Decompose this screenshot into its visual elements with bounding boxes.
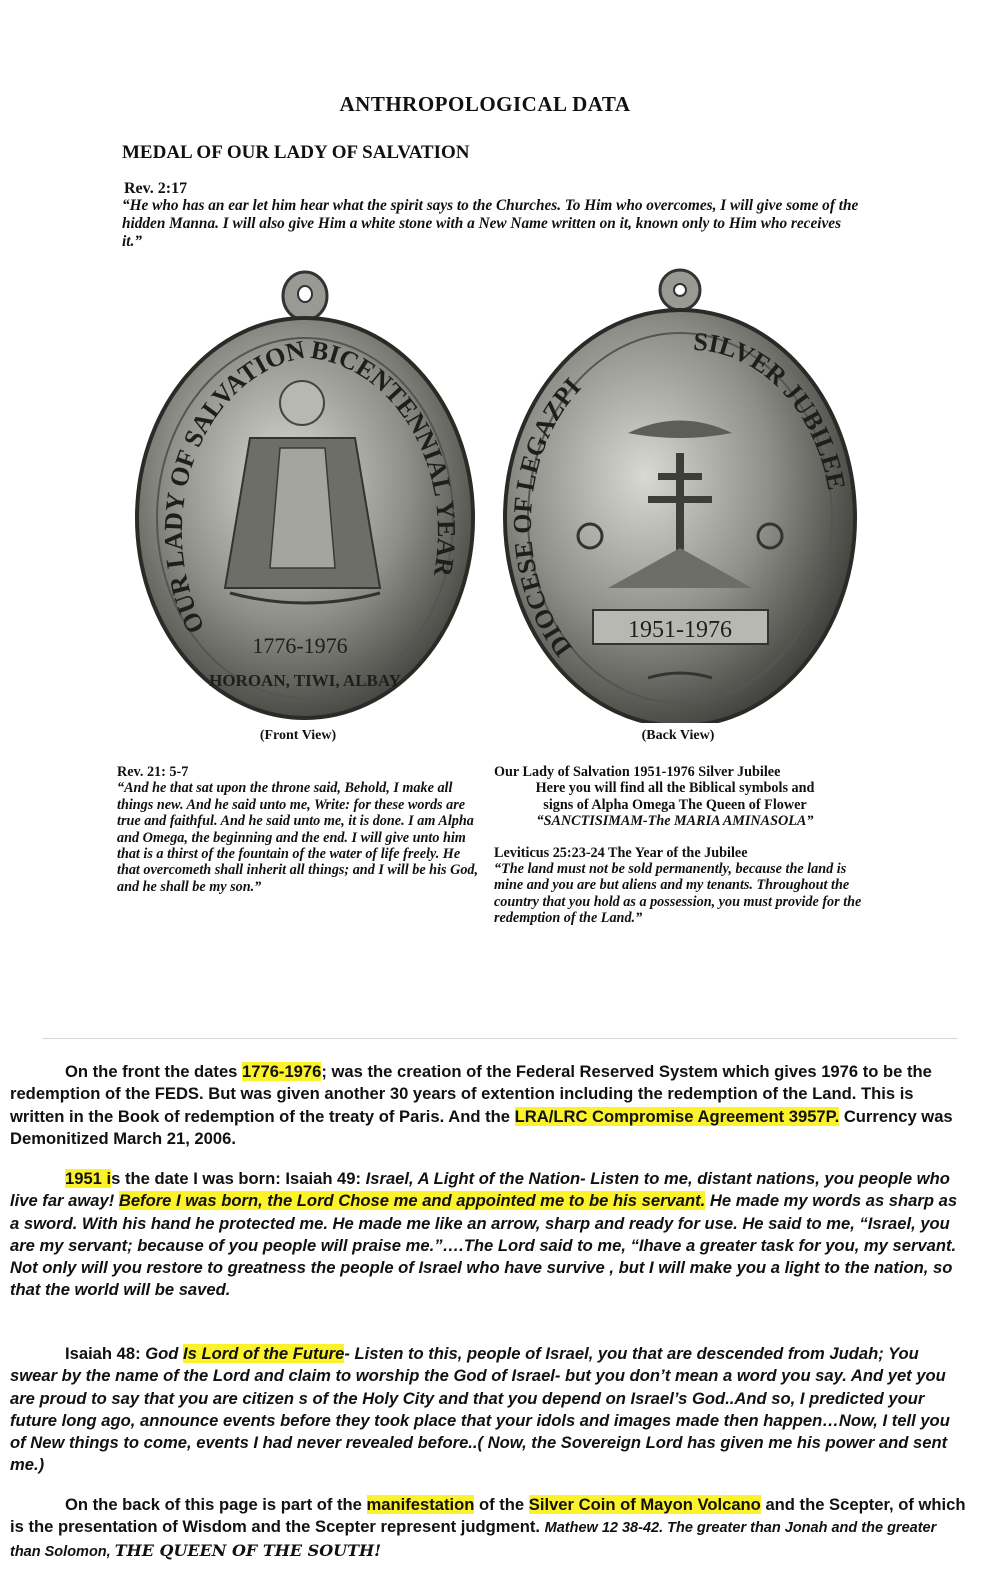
back-inscription-left: DIOCESE OF LEGAZPI bbox=[507, 372, 587, 662]
right-column-line2: signs of Alpha Omega The Queen of Flower bbox=[543, 796, 807, 813]
para4-text-b: of the bbox=[474, 1495, 529, 1514]
para3-italic-2: - Listen to this, people of Israel, you that are descended from Judah; You swear by the name of the Lord and claim to worship the God of Israel- but you don’t mean a word you say. And yet you are proud to say that you are citizen s of the Holy City and that you depend on Israel’s God..And so, I predicted your future long ago, announce events before they took place that your idols and images made then happen…Now, I tell you of New things to come, events I had never revealed before..( Now, the Sovereign Lord has given me his power and sent me.) bbox=[10, 1344, 950, 1475]
highlight-1776-1976: 1776-1976 bbox=[242, 1062, 322, 1081]
right-column-heading: Our Lady of Salvation 1951-1976 Silver Jubilee bbox=[494, 764, 781, 780]
para4-text-a: On the back of this page is part of the bbox=[65, 1495, 367, 1514]
front-place: HOROAN, TIWI, ALBAY bbox=[209, 671, 401, 690]
page-title: ANTHROPOLOGICAL DATA bbox=[339, 92, 631, 116]
queen-of-the-south: THE QUEEN OF THE SOUTH! bbox=[114, 1540, 382, 1560]
paragraph-dates bbox=[10, 1061, 970, 1150]
right-column-line1: Here you will find all the Biblical symbols and bbox=[535, 780, 815, 797]
paragraph-manifestation bbox=[10, 1494, 970, 1563]
para4-text-c: and the Scepter, of which is the presentation of Wisdom and the Scepter represent judgment. bbox=[10, 1495, 966, 1537]
scripture-reference: Rev. 2:17 bbox=[124, 180, 188, 197]
scripture-quote: “He who has an ear let him hear what the spirit says to the Churches. To Him who overcomes, I will give some of the hidden Manna. I will also give Him a white stone with a New Name written on it, known only to Him who receives it.” bbox=[122, 197, 859, 250]
section-divider bbox=[42, 1038, 958, 1039]
back-inscription-right: SILVER JUBILEE bbox=[692, 326, 852, 493]
left-scripture-column bbox=[117, 764, 482, 895]
back-dates: 1951-1976 bbox=[628, 617, 732, 643]
front-inscription-left: OUR LADY OF SALVATION bbox=[158, 334, 308, 638]
left-column-text: “And he that sat upon the throne said, Behold, I make all things new. And he said unto me, Write: for these words are true and faithful. And he said unto me, it is done. I am Alpha and Omega, the beginning and the end. I will give unto him that is a thirst of the fountain of the water of life freely. He that overcometh shall inherit all things; and I will be his God, and he shall be my son.” bbox=[117, 780, 479, 895]
leviticus-text: “The land must not be sold permanently, because the land is mine and you are but aliens and my tenants. Throughout the country that you hold as a possession, you must provide for the redemption of the Land.” bbox=[494, 861, 862, 927]
front-dates: 1776-1976 bbox=[252, 633, 348, 658]
para3-italic-1: God bbox=[145, 1344, 184, 1363]
leviticus-reference: Leviticus 25:23-24 The Year of the Jubilee bbox=[494, 844, 748, 861]
highlight-lord-of-future: Is Lord of the Future bbox=[183, 1344, 345, 1363]
para1-text-a: On the front the dates bbox=[65, 1062, 243, 1081]
back-medal-image bbox=[498, 268, 858, 723]
highlight-manifestation: manifestation bbox=[366, 1495, 475, 1514]
para3-text-a: Isaiah 48: bbox=[65, 1344, 146, 1363]
left-column-reference: Rev. 21: 5-7 bbox=[117, 764, 189, 780]
highlight-before-i-was-born: Before I was born, the Lord Chose me and appointed me to be his servant. bbox=[118, 1191, 706, 1211]
para4-italic-mathew: Mathew 12 38-42. The greater than Jonah and the greater than Solomon, bbox=[10, 1520, 937, 1560]
para2-text-a: s the date I was born: Isaiah 49: bbox=[111, 1169, 366, 1188]
document-subtitle: MEDAL OF OUR LADY OF SALVATION bbox=[122, 142, 470, 163]
para2-italic-2: He made my words as sharp as a sword. With his hand he protected me. He made me like an arrow, sharp and ready for use. He said to me, “Israel, you are my servant; because of you people will praise me.”….The Lord said to me, “Ihave a greater task for you, my servant. Not only will you restore to greatness the people of Israel who have survive , but I will make you a light to the nation, so that the world will be saved. bbox=[10, 1191, 958, 1300]
para1-text-c: Currency was Demonitized March 21, 2006. bbox=[10, 1106, 953, 1148]
front-medal-image bbox=[130, 268, 480, 723]
para2-italic-1: Israel, A Light of the Nation- Listen to me, distant nations, you people who live far away! bbox=[10, 1169, 950, 1211]
front-view-caption: (Front View) bbox=[259, 728, 337, 743]
right-scripture-column bbox=[494, 764, 874, 927]
back-view-caption: (Back View) bbox=[641, 728, 715, 743]
paragraph-isaiah-48 bbox=[10, 1343, 970, 1477]
highlight-silver-coin: Silver Coin of Mayon Volcano bbox=[528, 1495, 761, 1514]
right-column-line3: “SANCTISIMAM-The MARIA AMINASOLA” bbox=[536, 813, 814, 830]
medal-photos bbox=[118, 268, 858, 758]
highlight-lra-lrc: LRA/LRC Compromise Agreement 3957P. bbox=[514, 1106, 840, 1126]
front-inscription-right: BICENTENNIAL YEAR bbox=[308, 335, 462, 579]
highlight-1951: 1951 i bbox=[65, 1169, 112, 1188]
paragraph-isaiah-49 bbox=[10, 1168, 970, 1302]
para1-text-b: ; was the creation of the Federal Reserved System which gives 1976 to be the redemption of the FEDS. But was given another 30 years of extention including the redemption of the Land. This is written in the Book of redemption of the treaty of Paris. And the bbox=[10, 1062, 932, 1126]
